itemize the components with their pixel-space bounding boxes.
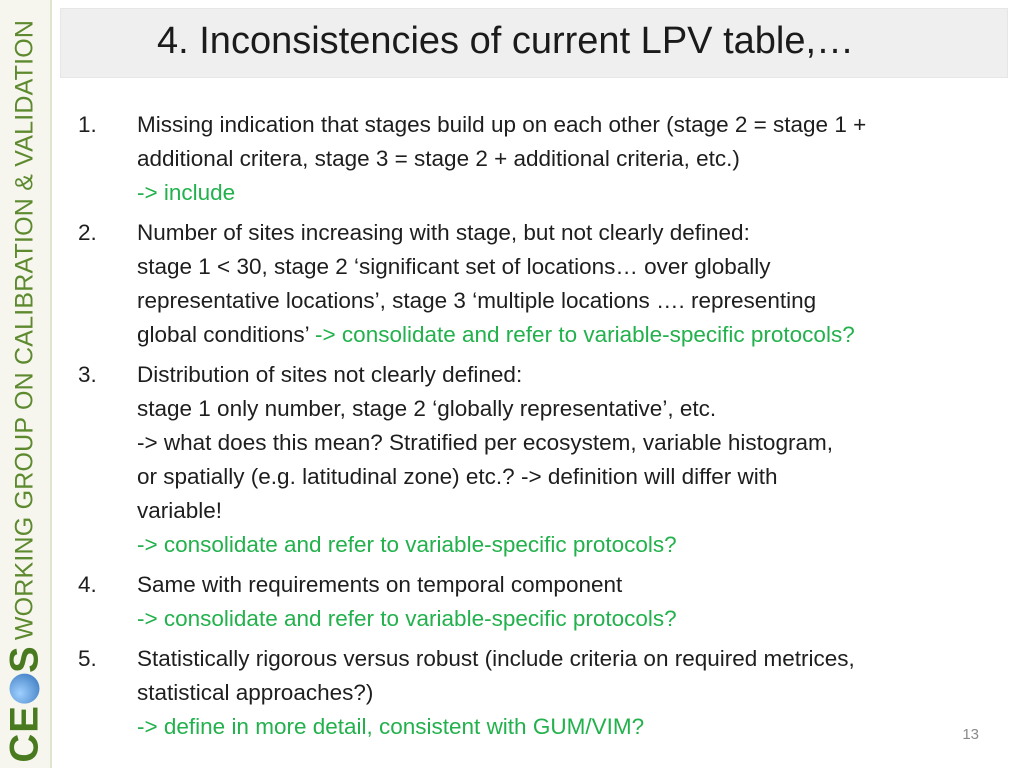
item-line: statistical approaches?): [137, 680, 374, 705]
item-action-text: -> consolidate and refer to variable-specific protocols?: [315, 322, 855, 347]
item-body: [137, 642, 998, 744]
item-line: -> what does this mean? Stratified per ecosystem, variable histogram,: [137, 430, 833, 455]
slide-title: 4. Inconsistencies of current LPV table,…: [157, 20, 855, 62]
item-line: additional critera, stage 3 = stage 2 + additional criteria, etc.): [137, 146, 740, 171]
item-mixed-line: [137, 318, 998, 352]
item-body: [137, 216, 998, 352]
item-line: Statistically rigorous versus robust (include criteria on required metrices,: [137, 646, 855, 671]
item-line: stage 1 only number, stage 2 ‘globally representative’, etc.: [137, 396, 717, 421]
list-item: [78, 358, 998, 562]
item-number: 1.: [78, 112, 97, 137]
item-line: or spatially (e.g. latitudinal zone) etc.? -> definition will differ with: [137, 464, 778, 489]
item-body: [137, 358, 998, 562]
sidebar-banner: [0, 0, 52, 768]
issue-list: [78, 108, 998, 750]
page-number: 13: [962, 726, 979, 743]
title-bar: [60, 8, 1008, 78]
item-line: variable!: [137, 498, 223, 523]
list-item: [78, 642, 998, 744]
item-body: [137, 568, 998, 636]
item-line-text: global conditions’: [137, 322, 316, 347]
item-action-line: -> include: [137, 180, 236, 205]
item-line: Number of sites increasing with stage, but not clearly defined:: [137, 220, 750, 245]
list-item: [78, 568, 998, 636]
list-item: [78, 216, 998, 352]
item-line: Distribution of sites not clearly defined:: [137, 362, 523, 387]
item-number: 5.: [78, 646, 97, 671]
item-number: 2.: [78, 220, 97, 245]
item-action-line: -> consolidate and refer to variable-specific protocols?: [137, 532, 677, 557]
item-line: Missing indication that stages build up on each other (stage 2 = stage 1 +: [137, 112, 867, 137]
ceos-logo-right: S: [2, 645, 47, 674]
working-group-banner-text: WORKING GROUP ON CALIBRATION & VALIDATION: [10, 19, 39, 641]
item-line: representative locations’, stage 3 ‘multiple locations …. representing: [137, 288, 817, 313]
list-item: [78, 108, 998, 210]
item-line: stage 1 < 30, stage 2 ‘significant set of locations… over globally: [137, 254, 771, 279]
item-action-line: -> define in more detail, consistent with GUM/VIM?: [137, 714, 645, 739]
ceos-logo: [0, 640, 50, 768]
globe-icon: [10, 674, 40, 704]
item-line: Same with requirements on temporal component: [137, 572, 623, 597]
item-number: 3.: [78, 362, 97, 387]
item-number: 4.: [78, 572, 97, 597]
item-action-line: -> consolidate and refer to variable-specific protocols?: [137, 606, 677, 631]
item-body: [137, 108, 998, 210]
ceos-logo-text: [3, 645, 48, 762]
ceos-logo-left: CE: [2, 705, 47, 763]
